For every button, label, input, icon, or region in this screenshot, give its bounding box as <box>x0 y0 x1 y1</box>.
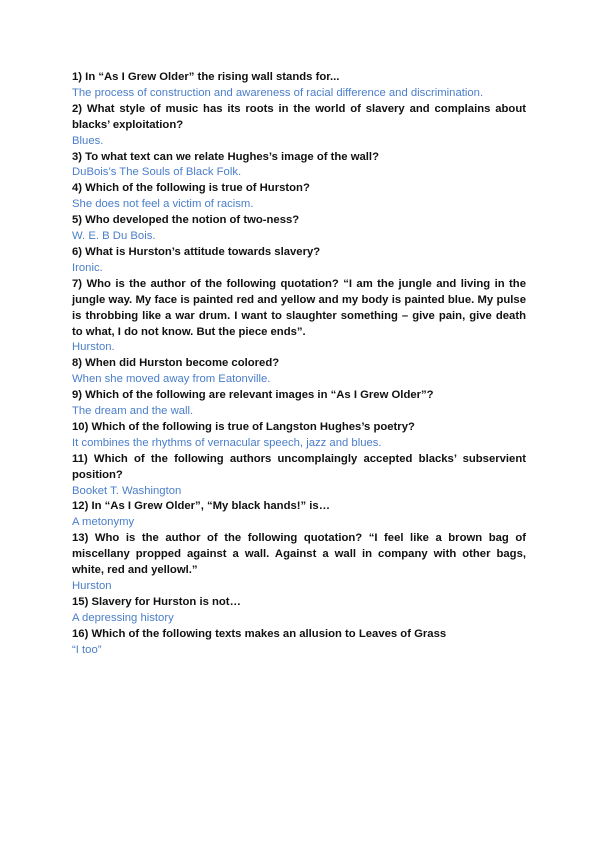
question-12: 12) In “As I Grew Older”, “My black hands!” is… <box>72 500 331 513</box>
answer-8: When she moved away from Eatonville. <box>72 373 271 386</box>
document-page <box>72 70 526 659</box>
question-13: 13) Who is the author of the following quotation? “I feel like a brown bag of miscellany propped against a wall. Against a wall in company with other bags, white, red and yellowl.” <box>72 532 526 577</box>
question-5: 5) Who developed the notion of two-ness? <box>72 214 300 227</box>
answer-13: Hurston <box>72 580 112 592</box>
question-9: 9) Which of the following are relevant images in “As I Grew Older”? <box>72 389 434 402</box>
question-2: 2) What style of music has its roots in the world of slavery and complains about blacks’ exploitation? <box>72 102 526 131</box>
answer-2: Blues. <box>72 134 104 147</box>
question-8: 8) When did Hurston become colored? <box>72 357 280 370</box>
answer-4: She does not feel a victim of racism. <box>72 198 254 211</box>
answer-5: W. E. B Du Bois. <box>72 230 156 243</box>
answer-3: DuBois’s The Souls of Black Folk. <box>72 166 242 179</box>
question-11: 11) Which of the following authors uncomplaingly accepted blacks’ subservient position? <box>72 452 526 481</box>
answer-15: A depressing history <box>72 611 174 624</box>
answer-16: “I too” <box>72 643 102 656</box>
question-7: 7) Who is the author of the following quotation? “I am the jungle and living in the jungle way. My face is painted red and yellow and my body is painted blue. My pulse is throbbing like a war drum. I want to slaughter something – give pain, give death to what, I do not know. But the piece ends”. <box>72 277 526 338</box>
question-4: 4) Which of the following is true of Hurston? <box>72 182 310 195</box>
answer-9: The dream and the wall. <box>72 405 194 418</box>
answer-1: The process of construction and awareness of racial difference and discrimination. <box>72 86 484 99</box>
answer-11: Booket T. Washington <box>72 484 182 497</box>
question-1: 1) In “As I Grew Older” the rising wall stands for... <box>72 71 340 83</box>
question-15: 15) Slavery for Hurston is not… <box>72 595 241 608</box>
question-10: 10) Which of the following is true of Langston Hughes’s poetry? <box>72 420 415 433</box>
question-3: 3) To what text can we relate Hughes’s image of the wall? <box>72 150 379 163</box>
answer-6: Ironic. <box>72 261 103 274</box>
answer-10: It combines the rhythms of vernacular speech, jazz and blues. <box>72 436 382 449</box>
question-16: 16) Which of the following texts makes an allusion to Leaves of Grass <box>72 627 447 640</box>
question-6: 6) What is Hurston’s attitude towards slavery? <box>72 245 321 258</box>
answer-7: Hurston. <box>72 341 115 354</box>
answer-12: A metonymy <box>72 516 135 529</box>
